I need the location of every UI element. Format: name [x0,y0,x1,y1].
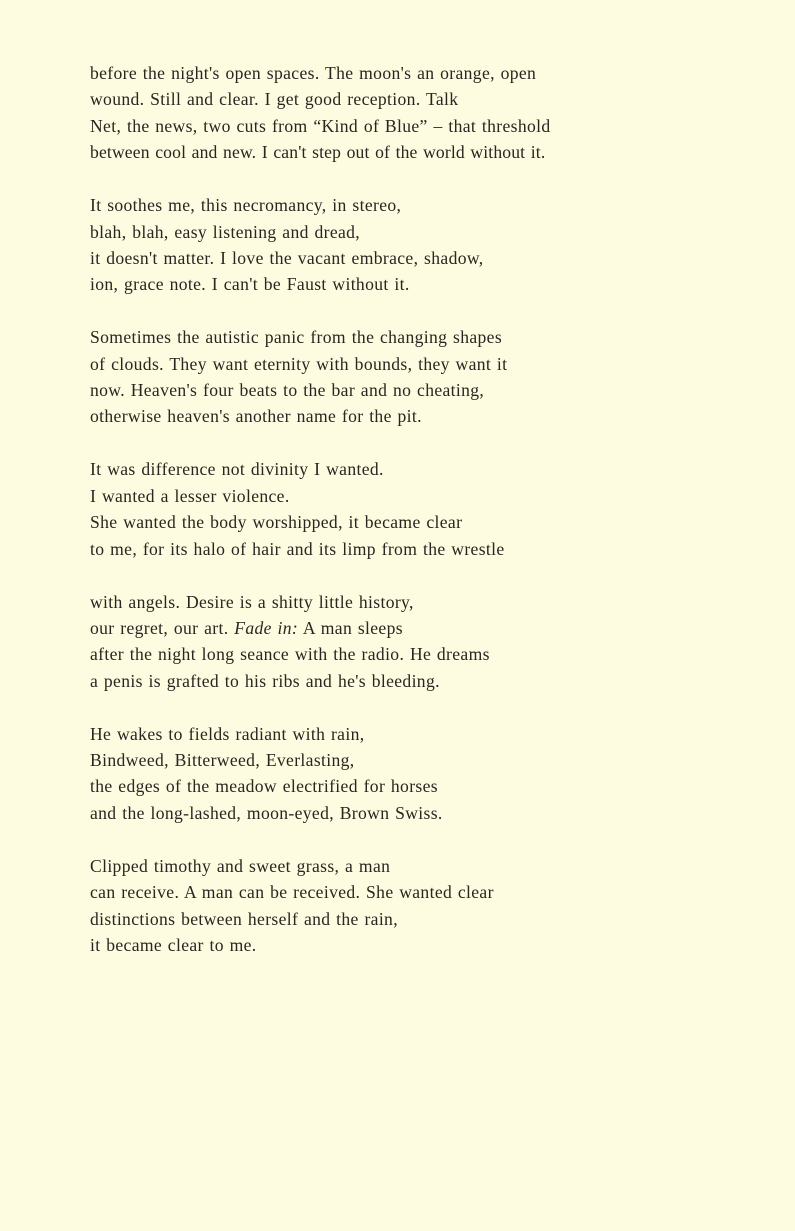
poem-line: a penis is grafted to his ribs and he's bleeding. [90,670,440,691]
poem-line: can receive. A man can be received. She wanted clear [90,882,494,903]
poem-line: of clouds. They want eternity with bounds, they want it [90,353,508,374]
poem-line: He wakes to fields radiant with rain, [90,723,365,744]
poem-line: Net, the news, two cuts from “Kind of Blue” – that threshold [90,115,551,136]
poem-line: It was difference not divinity I wanted. [90,459,384,480]
stanza-1 [90,60,730,166]
poem-line: wound. Still and clear. I get good reception. Talk [90,89,459,110]
stanza-6 [90,721,730,827]
poem-line-fade-in [90,615,730,641]
stanza-3 [90,324,730,430]
line-text: A man sleeps [298,617,403,638]
poem-line: otherwise heaven's another name for the pit. [90,406,422,427]
poem-line: between cool and new. I can't step out of the world without it. [90,142,546,163]
poem-line: distinctions between herself and the rain, [90,908,398,929]
poem-line: to me, for its halo of hair and its limp from the wrestle [90,538,505,559]
poem-line: now. Heaven's four beats to the bar and no cheating, [90,380,485,401]
poem-line: Bindweed, Bitterweed, Everlasting, [90,750,355,771]
poem-line: She wanted the body worshipped, it became clear [90,512,463,533]
poem-line: blah, blah, easy listening and dread, [90,221,361,242]
poem-line: ion, grace note. I can't be Faust without it. [90,274,410,295]
poem-line: Sometimes the autistic panic from the changing shapes [90,327,503,348]
poem-line: Clipped timothy and sweet grass, a man [90,855,391,876]
poem-line: it became clear to me. [90,934,257,955]
poem-line: with angels. Desire is a shitty little history, [90,591,414,612]
line-text: our regret, our art. [90,617,235,638]
italic-text: Fade in: [234,617,299,638]
poem-line: the edges of the meadow electrified for horses [90,776,438,797]
stanza-7 [90,853,730,959]
stanza-2 [90,192,730,298]
poem-line: it doesn't matter. I love the vacant embrace, shadow, [90,247,484,268]
poem-line: before the night's open spaces. The moon's an orange, open [90,63,537,83]
poem-text [90,60,730,985]
poem-line: and the long-lashed, moon-eyed, Brown Swiss. [90,802,443,823]
poem-line: after the night long seance with the radio. He dreams [90,644,490,665]
stanza-5 [90,589,730,695]
poem-line: I wanted a lesser violence. [90,485,290,506]
stanza-4 [90,456,730,562]
poem-line: It soothes me, this necromancy, in stereo, [90,195,402,216]
